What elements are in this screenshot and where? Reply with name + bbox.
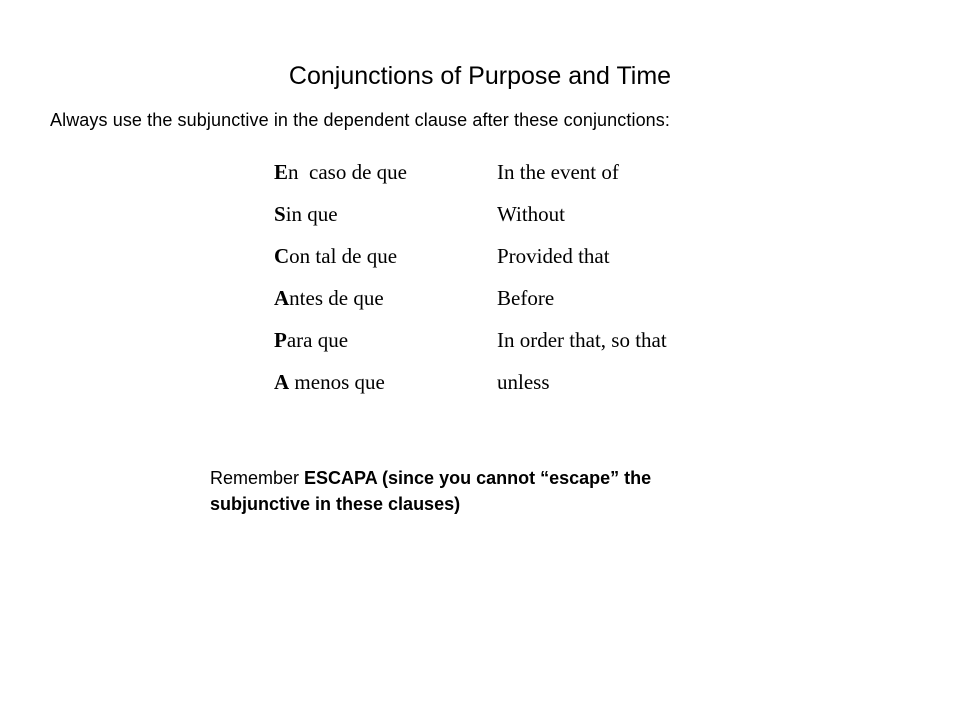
english-translation: unless: [497, 370, 550, 394]
english-translation: Before: [497, 286, 555, 310]
escapa-mnemonic-note: [210, 465, 660, 517]
note-bold-text: ESCAPA (since you cannot “escape” the subjunctive in these clauses): [210, 468, 652, 514]
english-translation: Without: [497, 202, 565, 226]
conjunction-rest: n caso de que: [288, 160, 407, 184]
english-translation: In order that, so that: [497, 328, 667, 352]
spanish-conjunction: [274, 200, 497, 229]
conjunction-rest: ara que: [286, 328, 349, 352]
conjunction-row: [274, 284, 694, 313]
english-translation: Provided that: [497, 244, 610, 268]
spanish-conjunction: [274, 284, 497, 313]
conjunction-rest: menos que: [289, 370, 385, 394]
conjunction-row: [274, 158, 694, 187]
conjunction-row: [274, 242, 694, 271]
conjunction-row: [274, 368, 694, 397]
conjunction-initial: A: [274, 370, 290, 394]
conjunction-initial: S: [274, 202, 286, 226]
slide-subtitle: Always use the subjunctive in the dependent clause after these conjunctions:: [50, 110, 670, 130]
conjunction-rest: ntes de que: [289, 286, 384, 310]
english-translation: In the event of: [497, 160, 619, 184]
conjunction-initial: P: [274, 328, 287, 352]
conjunction-rest: on tal de que: [289, 244, 398, 268]
conjunction-row: [274, 200, 694, 229]
slide-title: Conjunctions of Purpose and Time: [288, 62, 672, 90]
conjunction-row: [274, 326, 694, 355]
conjunctions-table: [274, 158, 694, 410]
spanish-conjunction: [274, 326, 497, 355]
conjunction-initial: A: [274, 286, 290, 310]
conjunction-initial: E: [274, 160, 289, 184]
spanish-conjunction: [274, 158, 497, 187]
note-lead-text: Remember: [210, 468, 305, 488]
conjunction-initial: C: [274, 244, 290, 268]
spanish-conjunction: [274, 242, 497, 271]
spanish-conjunction: [274, 368, 497, 397]
conjunction-rest: in que: [285, 202, 338, 226]
